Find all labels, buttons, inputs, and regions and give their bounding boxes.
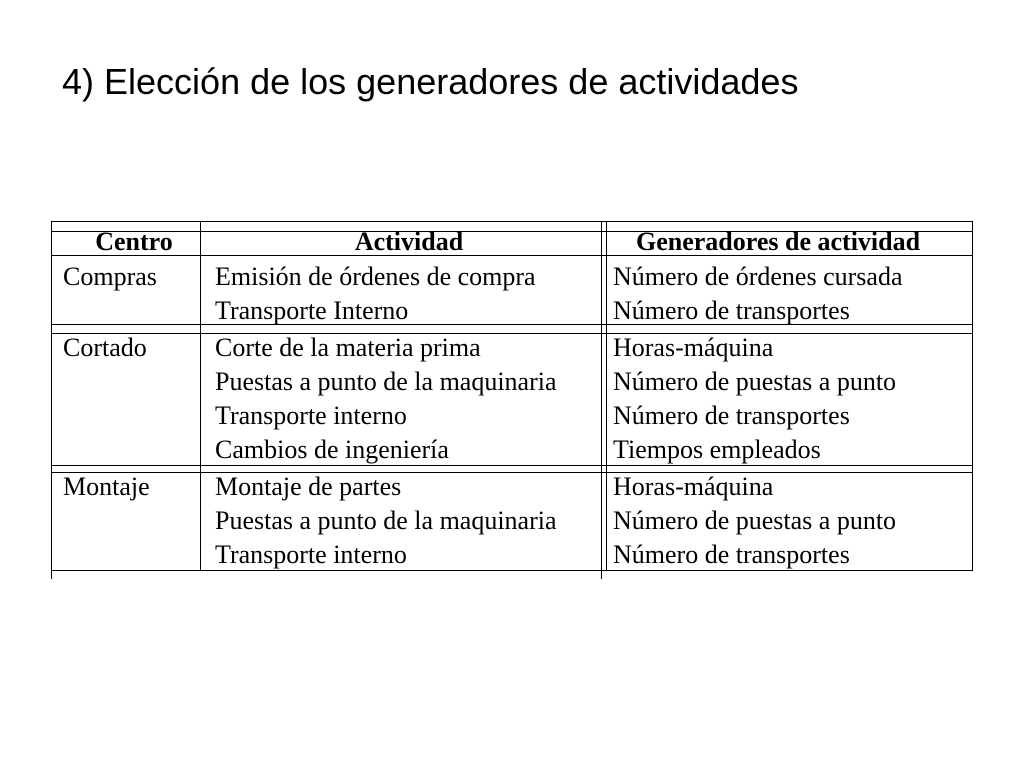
group-divider-rule	[51, 333, 973, 334]
generador-cell: Horas-máquina	[613, 472, 774, 501]
generador-cell: Número de transportes	[613, 401, 850, 430]
column-rule-centro	[200, 221, 201, 570]
header-generadores: Generadores de actividad	[636, 227, 921, 256]
right-edge-rule	[972, 221, 973, 570]
left-edge-rule	[51, 221, 52, 579]
column-rule-actividad	[601, 221, 602, 579]
generador-cell: Número de puestas a punto	[613, 367, 897, 396]
group-divider-rule	[51, 465, 973, 466]
actividad-cell: Emisión de órdenes de compra	[215, 262, 536, 291]
actividad-cell: Corte de la materia prima	[215, 333, 481, 362]
generador-cell: Tiempos empleados	[613, 435, 821, 464]
generador-cell: Número de transportes	[613, 296, 850, 325]
activity-drivers-table	[51, 221, 973, 579]
actividad-cell: Transporte interno	[215, 401, 407, 430]
group-divider-rule	[51, 472, 973, 473]
actividad-cell: Transporte Interno	[215, 296, 409, 325]
generador-cell: Número de transportes	[613, 540, 850, 569]
header-centro: Centro	[95, 227, 173, 256]
actividad-cell: Puestas a punto de la maquinaria	[215, 367, 557, 396]
centro-cell: Cortado	[63, 333, 147, 362]
generador-cell: Horas-máquina	[613, 333, 774, 362]
actividad-cell: Montaje de partes	[215, 472, 402, 501]
header-actividad: Actividad	[354, 227, 464, 256]
slide-title: 4) Elección de los generadores de actividades	[62, 61, 799, 102]
generador-cell: Número de puestas a punto	[613, 506, 897, 535]
centro-cell: Montaje	[63, 472, 150, 501]
actividad-cell: Cambios de ingeniería	[215, 435, 449, 464]
generador-cell: Número de órdenes cursada	[613, 262, 903, 291]
centro-cell: Compras	[63, 262, 157, 291]
actividad-cell: Transporte interno	[215, 540, 407, 569]
table-top-rule	[51, 221, 973, 222]
actividad-cell: Puestas a punto de la maquinaria	[215, 506, 557, 535]
column-rule-actividad-inner	[606, 221, 607, 570]
